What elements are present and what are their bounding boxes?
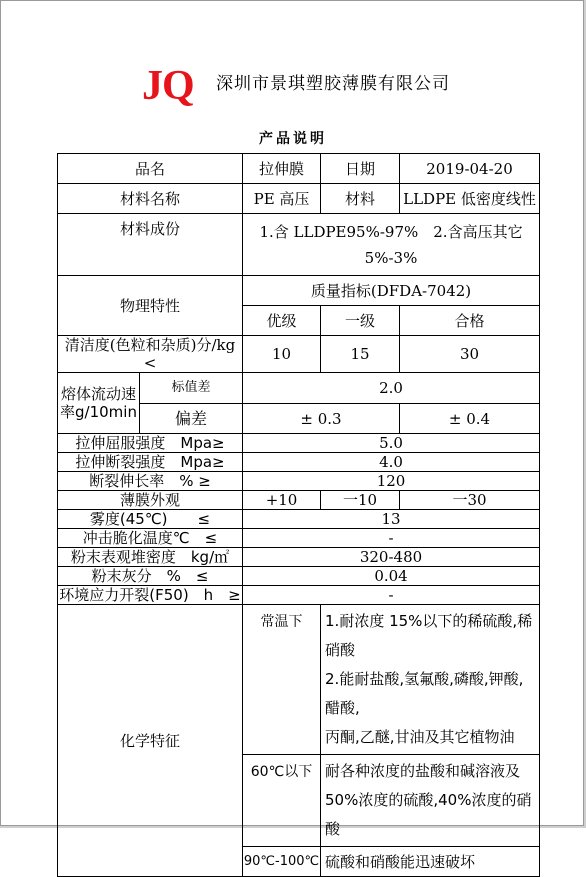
- table-row: [58, 605, 540, 755]
- melt-flow-label: 熔体流动速率g/10min: [58, 373, 140, 434]
- std-label: 标值差: [140, 373, 243, 404]
- row-value: 13: [243, 510, 540, 529]
- product-name-label: 品名: [58, 154, 243, 184]
- table-row: [58, 434, 540, 453]
- grade-first: 一级: [321, 306, 400, 336]
- std-value: 2.0: [243, 373, 540, 404]
- table-row: [58, 472, 540, 491]
- quality-header: 质量指标(DFDA-7042): [243, 276, 540, 306]
- film-appearance-excellent: +10: [243, 491, 321, 510]
- row-label: 粉末表观堆密度 kg/㎡: [58, 548, 243, 567]
- chem-condition: 90℃-100℃: [243, 847, 321, 877]
- film-appearance-label: 薄膜外观: [58, 491, 243, 510]
- cleanliness-label: 清洁度(色粒和杂质)分/kg <: [58, 336, 243, 373]
- table-row: [58, 373, 540, 404]
- deviation-a: ± 0.3: [243, 404, 400, 434]
- material-value: LLDPE 低密度线性: [400, 184, 540, 214]
- spec-table: [57, 153, 540, 877]
- row-value: -: [243, 529, 540, 548]
- table-row: [58, 214, 540, 276]
- chem-condition: 常温下: [243, 605, 321, 755]
- chem-description: [321, 847, 540, 877]
- document-title: 产品说明: [259, 131, 327, 147]
- product-name-value: 拉伸膜: [243, 154, 321, 184]
- cleanliness-pass: 30: [400, 336, 540, 373]
- row-value: 320-480: [243, 548, 540, 567]
- table-row: [58, 154, 540, 184]
- table-row: [58, 548, 540, 567]
- cleanliness-first: 15: [321, 336, 400, 373]
- row-label: 粉末灰分 % ≤: [58, 567, 243, 586]
- row-label: 断裂伸长率 % ≥: [58, 472, 243, 491]
- chem-line: 2.能耐盐酸,氢氟酸,磷酸,钾酸,醋酸,: [325, 670, 524, 717]
- row-value: 0.04: [243, 567, 540, 586]
- chem-line: 50%浓度的硫酸,40%浓度的硝酸: [325, 791, 532, 838]
- row-label: 环境应力开裂(F50) h ≥: [59, 586, 241, 604]
- table-row: [58, 510, 540, 529]
- table-row: [58, 567, 540, 586]
- composition-label: 材料成份: [58, 214, 243, 276]
- row-value: 120: [243, 472, 540, 491]
- film-appearance-pass: 一30: [400, 491, 540, 510]
- material-name-label: 材料名称: [58, 184, 243, 214]
- deviation-label: 偏差: [140, 404, 243, 434]
- date-value: 2019-04-20: [400, 154, 540, 184]
- row-value: -: [243, 586, 540, 605]
- company-logo: JQ: [142, 63, 194, 109]
- film-appearance-first: 一10: [321, 491, 400, 510]
- composition-line2: 5%-3%: [364, 248, 418, 267]
- cleanliness-excellent: 10: [243, 336, 321, 373]
- row-label: 冲击脆化温度℃ ≤: [58, 529, 243, 548]
- grade-pass: 合格: [400, 306, 540, 336]
- company-name: 深圳市景琪塑胶薄膜有限公司: [216, 74, 450, 94]
- chem-line: 丙酮,乙醚,甘油及其它植物油: [325, 728, 515, 746]
- material-label: 材料: [321, 184, 400, 214]
- row-label: 雾度(45℃) ≤: [58, 510, 243, 529]
- physical-label: 物理特性: [58, 276, 243, 336]
- chem-description: [321, 755, 540, 847]
- row-label: 拉伸断裂强度 Mpa≥: [58, 453, 243, 472]
- table-row: [58, 491, 540, 510]
- table-row: [58, 184, 540, 214]
- date-label: 日期: [321, 154, 400, 184]
- row-value: 5.0: [243, 434, 540, 453]
- chem-line: 1.耐浓度 15%以下的稀硫酸,稀硝酸: [325, 612, 533, 659]
- chem-condition: 60℃以下: [243, 755, 321, 847]
- deviation-b: ± 0.4: [400, 404, 540, 434]
- composition-value: [243, 214, 540, 276]
- table-row: [58, 529, 540, 548]
- table-row: [58, 276, 540, 306]
- table-row: [58, 453, 540, 472]
- table-row: [58, 586, 540, 605]
- row-label: 拉伸屈服强度 Mpa≥: [58, 434, 243, 453]
- row-value: 4.0: [243, 453, 540, 472]
- table-row: [58, 336, 540, 373]
- chem-description: [321, 605, 540, 755]
- chemical-label: 化学特征: [58, 605, 243, 877]
- material-name-value: PE 高压: [243, 184, 321, 214]
- grade-excellent: 优级: [243, 306, 321, 336]
- composition-line1: 1.含 LLDPE95%-97% 2.含高压其它: [259, 222, 523, 241]
- chem-line: 硫酸和硝酸能迅速破坏: [325, 852, 476, 871]
- chem-line: 耐各种浓度的盐酸和碱溶液及: [325, 762, 521, 780]
